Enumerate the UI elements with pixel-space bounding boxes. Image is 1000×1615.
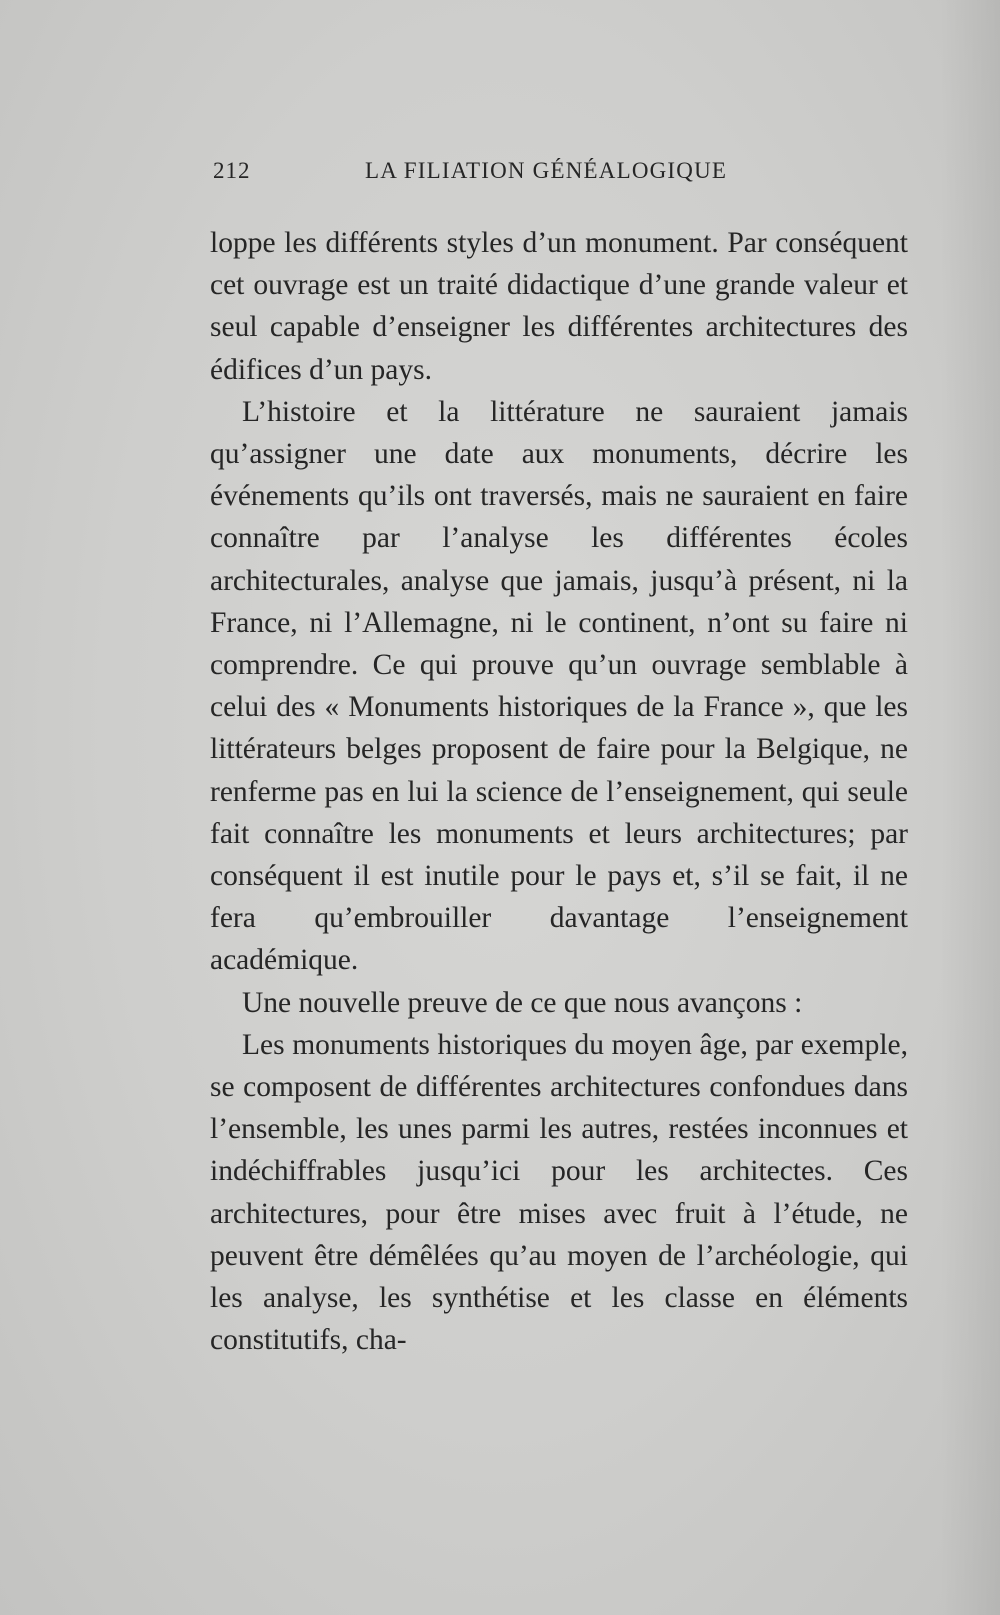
paragraph-continued: loppe les différents styles d’un monument. Par conséquent cet ouvrage est un traité didactique d’une grande valeur et seul capable d’enseigner les différentes architectures des édifices d’un pays.: [210, 227, 908, 386]
paragraph: L’histoire et la littérature ne sauraient jamais qu’assigner une date aux monuments, décrire les événements qu’ils ont traversés, mais ne sauraient en faire connaître par l’analyse les différentes écoles architecturales, analyse que jamais, jusqu’à présent, ni la France, ni l’Allemagne, ni le continent, n’ont su faire ni comprendre. Ce qui prouve qu’un ouvrage semblable à celui des « Monuments historiques de la France », que les littérateurs belges proposent de faire pour la Belgique, ne renferme pas en lui la science de l’enseignement, qui seule fait connaître les monuments et leurs architectures; par conséquent il est inutile pour le pays et, s’il se fait, il ne fera qu’embrouiller davantage l’enseignement académique.: [210, 395, 908, 977]
body-text: [210, 222, 908, 1361]
running-head: [213, 152, 763, 188]
paragraph: Les monuments historiques du moyen âge, par exemple, se composent de différentes architectures confondues dans l’ensemble, les unes parmi les autres, restées inconnues et indéchiffrables jusqu’ici pour les architectes. Ces architectures, pour être mises avec fruit à l’étude, ne peuvent être démêlées qu’au moyen de l’archéologie, qui les analyse, les synthétise et les classe en éléments constitutifs, cha-: [210, 1028, 908, 1357]
paragraph: Une nouvelle preuve de ce que nous avançons :: [242, 986, 803, 1019]
running-title: LA FILIATION GÉNÉALOGIQUE: [365, 158, 728, 183]
page-number: 212: [213, 158, 251, 183]
